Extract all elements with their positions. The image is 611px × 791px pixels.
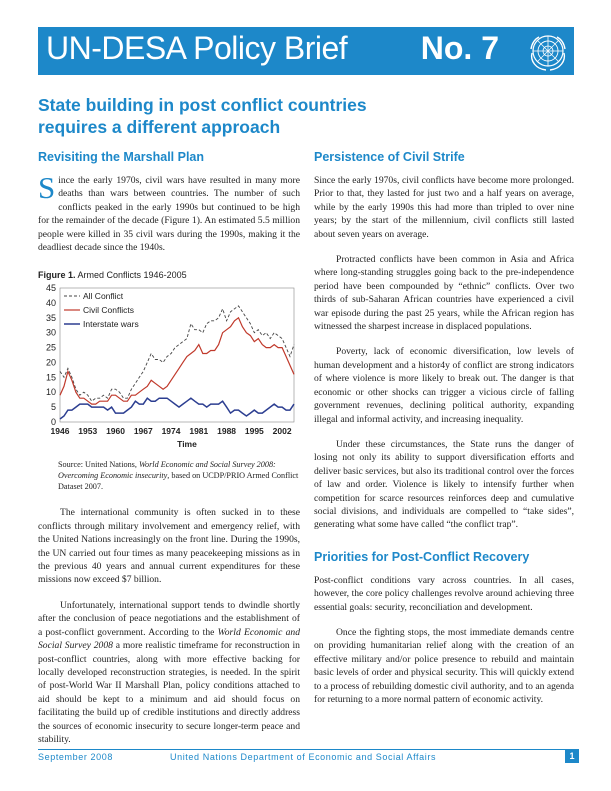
intro-text: ince the early 1970s, civil wars have resulted in many more deaths than wars between countries. The number of such conflicts peaked in the early 1990s but continued to be high for the remainder of the decade (Figure 1). An estimated 5.5 million people were killed in 35 civil wars during the 1990s, making it the deadliest decade since the 1940s.: [38, 175, 300, 254]
section-heading-civil-strife: Persistence of Civil Strife: [314, 150, 465, 164]
x-tick-label: 1953: [78, 426, 98, 437]
headline-line-2: requires a different approach: [38, 117, 281, 137]
paragraph-conditions: Post-conflict conditions vary across countries. In all cases, however, the core policy challenges revolve around achieving three essential goals: security, reconciliation and development.: [314, 574, 574, 613]
legend-label: All Conflict: [83, 291, 124, 302]
paragraph-poverty: Poverty, lack of economic diversification, low levels of human development and a histor4y of conflict are strong indicators of where violence is more likely to break out. The danger is that economic or other shocks can trigger a vicious circle of falling government revenues, declining political authority, expanding illegal and informal activity, and increasing inequality.: [314, 346, 574, 425]
x-tick-label: 1981: [189, 426, 209, 437]
y-tick-label: 20: [45, 357, 56, 368]
page-number: 1: [565, 749, 579, 763]
paragraph-support: [38, 599, 300, 746]
x-tick-label: 1995: [244, 426, 264, 437]
series-line-interstate-wars: [60, 399, 294, 420]
paragraph-prolonged: Since the early 1970s, civil conflicts have become more prolonged. Prior to that, they lasted for just two and a half years on average, while by the early 1990s this had more than tripled to over nine years; by the start of the millennium, civil conflicts still lasted about seven years on average.: [314, 175, 574, 240]
source-title: World Economic and Social Survey 2008: Overcoming Economic insecurity: [58, 460, 276, 481]
y-tick-label: 15: [45, 372, 56, 383]
para3-survey-title: World Economic and Social Survey 2008: [38, 626, 300, 652]
x-axis-label: Time: [177, 439, 197, 450]
para3-part-b: a more realistic timeframe for reconstruction in post-conflict countries, along with more effective backing for locally developed reconstruction strategies, is needed. In the spirit of post-World War II Marshall Plan, policy conditions attached to aid should be kept to a minimum and aid should focus on facilitating the build up of credible institutions and directly address the sources of economic insecurity to secure longer-term peace and stability.: [38, 640, 300, 745]
legend-label: Civil Conflicts: [83, 305, 135, 316]
drop-cap: S: [38, 170, 56, 205]
un-emblem-icon: [526, 29, 570, 73]
footer-rule: [38, 749, 574, 750]
section-heading-priorities: Priorities for Post-Conflict Recovery: [314, 549, 530, 564]
y-tick-label: 40: [45, 298, 56, 309]
footer-date: September 2008: [38, 752, 113, 762]
header-banner: [38, 27, 574, 75]
brief-title: UN-DESA Policy Brief: [46, 30, 348, 66]
x-tick-label: 1988: [217, 426, 237, 437]
headline-line-1: State building in post conflict countries: [38, 95, 367, 115]
figure-source: [38, 459, 300, 492]
paragraph-fighting-stops: Once the fighting stops, the most immediate demands centre on providing humanitarian relief along with the creation of an effective military and/or police presence to rebuild and maintain basic levels of order and physical security. This will quickly extend to a process of rebuilding domestic civil authority, and to an agenda for returning to a more normal pattern of economic activity.: [314, 626, 574, 705]
issue-number: No. 7: [420, 30, 499, 66]
x-tick-label: 2002: [272, 426, 292, 437]
armed-conflicts-chart: [38, 280, 300, 450]
source-prefix: Source: United Nations,: [58, 460, 139, 470]
section-heading-marshall-plan: Revisiting the Marshall Plan: [38, 150, 205, 164]
x-tick-label: 1974: [161, 426, 181, 437]
y-tick-label: 45: [45, 283, 56, 294]
figure-label: Figure 1.: [38, 270, 76, 281]
y-tick-label: 10: [45, 387, 56, 398]
paragraph-circumstances: Under these circumstances, the State runs the danger of losing not only its ability to support diversification efforts and deliver basic services, but also its traditional control over the forces of law and order. Violence is likely to intensify further when competition for scarce resources reinforces deep and cumulative social divisions, and individuals are compelled to “take sides”, generating what some have called “the conflict trap”.: [314, 438, 574, 531]
x-tick-label: 1960: [106, 426, 125, 437]
legend-label: Interstate wars: [83, 319, 139, 330]
paragraph-peacekeeping: The international community is often sucked in to these conflicts through military involvement and emergency relief, with the United Nations increasingly on the front line. During the 1990s, the UN carried out four times as many peacekeeping missions as in the previous 40 years and annual current expenditures for these missions now exceed $7 billion.: [38, 507, 300, 586]
para3-part-a: Unfortunately, international support tends to dwindle shortly after the conclusion of peace negotiations and the establishment of a post-conflict government. According to the: [38, 599, 300, 638]
x-tick-label: 1967: [133, 426, 153, 437]
paragraph-asia-africa: Protracted conflicts have been common in Asia and Africa where long-standing struggles going back to the pre-independence period have been compounded by “ethnic” conflicts. Over two thirds of sub-Saharan African countries have experienced a civil war episode during the past 25 years, while the African region has witnessed the sharpest increase in displaced populations.: [314, 254, 574, 333]
y-tick-label: 5: [50, 402, 56, 413]
right-column: [314, 150, 574, 706]
intro-paragraph: [38, 170, 300, 254]
series-line-civil-conflicts: [60, 318, 294, 404]
footer-organization: United Nations Department of Economic and Social Affairs: [170, 752, 437, 762]
source-suffix: , based on UCDP/PRIO Armed Conflict Dataset 2007.: [58, 471, 299, 492]
left-column: [38, 150, 300, 746]
y-tick-label: 0: [50, 417, 56, 428]
x-tick-label: 1946: [50, 426, 70, 437]
y-tick-label: 35: [45, 313, 56, 324]
y-tick-label: 30: [45, 328, 56, 339]
headline: [38, 94, 558, 138]
figure-title: [38, 270, 300, 280]
figure-1: [38, 270, 300, 492]
figure-title-text: Armed Conflicts 1946-2005: [77, 270, 187, 281]
y-tick-label: 25: [45, 342, 56, 353]
